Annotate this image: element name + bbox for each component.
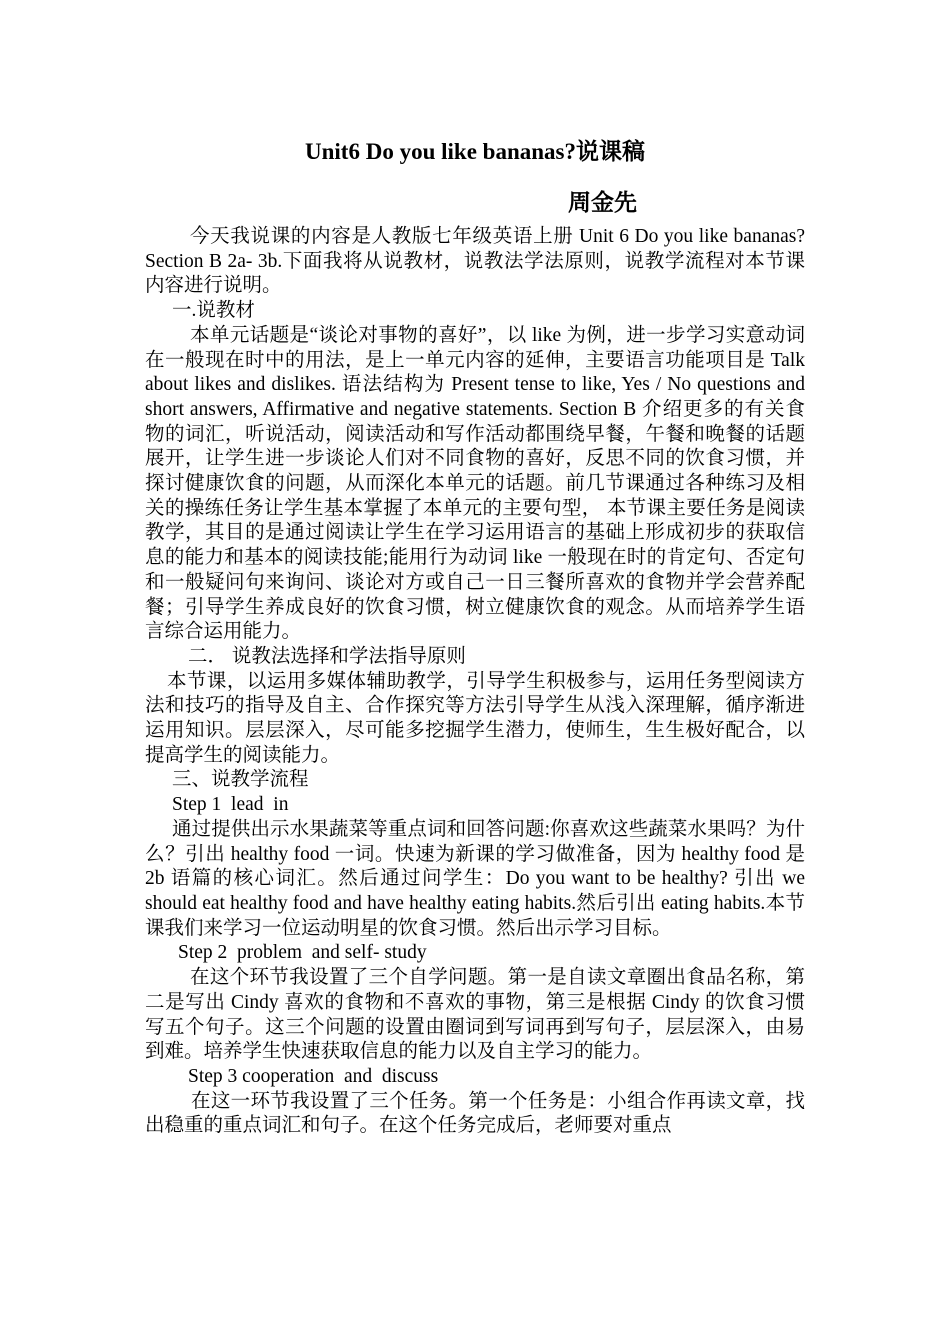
section-heading-methods: 二． 说教法选择和学法指导原则: [188, 645, 466, 667]
intro-paragraph: 今天我说课的内容是人教版七年级英语上册 Unit 6 Do you like bananas? Section B 2a- 3b.下面我将从说教材，说教法学法原则，说教学流程对本节课内容进行说明。: [145, 226, 805, 297]
step-2-paragraph: 在这个环节我设置了三个自学问题。第一是自读文章圈出食品名称，第二是写出 Cindy 喜欢的食物和不喜欢的事物，第三是根据 Cindy 的饮食习惯写五个句子。这三个问题的设置由圈词到写词再到写句子，层层深入，由易到难。培养学生快速获取信息的能力以及自主学习的能力。: [145, 967, 805, 1063]
step-1-heading: Step 1 lead in: [172, 794, 289, 816]
step-3-heading: Step 3 cooperation and discuss: [188, 1065, 439, 1087]
document-title: Unit6 Do you like bananas?说课稿: [305, 139, 645, 164]
step-2-heading: Step 2 problem and self- study: [178, 942, 427, 964]
step-3-paragraph: 在这一环节我设置了三个任务。第一个任务是：小组合作再读文章，找出稳重的重点词汇和句子。在这个任务完成后，老师要对重点: [145, 1090, 805, 1137]
methods-paragraph: 本节课，以运用多媒体辅助教学，引导学生积极参与，运用任务型阅读方法和技巧的指导及自主、合作探究等方法引导学生从浅入深理解，循序渐进运用知识。层层深入，尽可能多挖掘学生潜力，使师生，生生极好配合，以提高学生的阅读能力。: [145, 670, 805, 766]
step-1-paragraph: 通过提供出示水果蔬菜等重点词和回答问题:你喜欢这些蔬菜水果吗？为什么？引出 healthy food 一词。快速为新课的学习做准备，因为 healthy food 是 2b 语篇的核心词汇。然后通过问学生：Do you want to be healthy? 引出 we should eat healthy food and have healthy eating habits.然后引出 eating habits.本节课我们来学习一位运动明星的饮食习惯。然后出示学习目标。: [145, 818, 805, 939]
document-author: 周金先: [568, 190, 637, 215]
textbook-paragraph: 本单元话题是“谈论对事物的喜好”，以 like 为例，进一步学习实意动词在一般现在时中的用法，是上一单元内容的延伸，主要语言功能项目是 Talk about likes and dislikes. 语法结构为 Present tense to like, Yes / No questions and short answers, Affirmative and negative statements. Section B 介绍更多的有关食物的词汇，听说活动，阅读活动和写作活动都围绕早餐，午餐和晚餐的话题展开，让学生进一步谈论人们对不同食物的喜好，反思不同的饮食习惯，并探讨健康饮食的问题，从而深化本单元的话题。前几节课通过各种练习及相关的操练任务让学生基本掌握了本单元的主要句型， 本节课主要任务是阅读教学，其目的是通过阅读让学生在学习运用语言的基础上形成初步的获取信息的能力和基本的阅读技能;能用行为动词 like 一般现在时的肯定句、否定句和一般疑问句来询问、谈论对方或自己一日三餐所喜欢的食物并学会营养配餐；引导学生养成良好的饮食习惯，树立健康饮食的观念。从而培养学生语言综合运用能力。: [145, 324, 805, 643]
section-heading-textbook: 一.说教材: [172, 300, 255, 322]
section-heading-procedure: 三、说教学流程: [172, 769, 309, 791]
document-body: [145, 225, 805, 1139]
